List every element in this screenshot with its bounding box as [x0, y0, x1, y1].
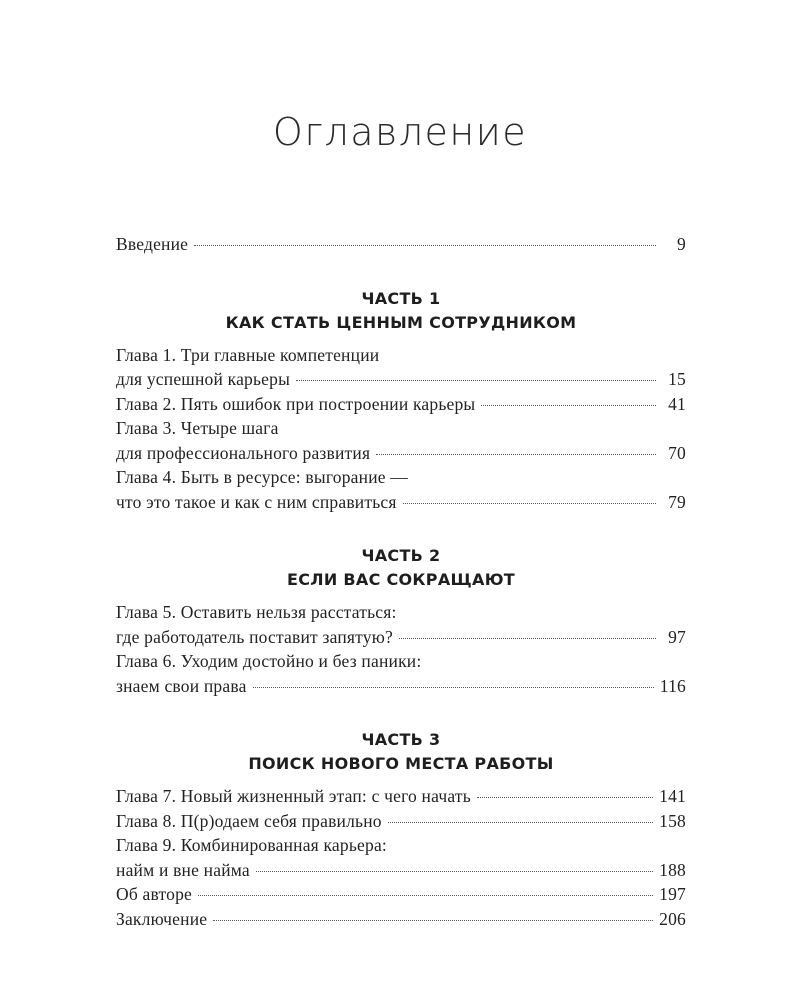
chapter-title-line: Глава 9. Комбинированная карьера:	[116, 835, 387, 855]
dot-leader	[253, 687, 654, 688]
chapter-title-line: Глава 6. Уходим достойно и без паники:	[116, 651, 422, 671]
page-number: 197	[659, 884, 686, 904]
toc-entry-conclusion	[116, 907, 686, 932]
page-number: 116	[659, 675, 686, 696]
chapter-title-line: знаем свои права	[116, 675, 247, 696]
toc-entry-about-author	[116, 882, 686, 907]
chapter-title-line: Глава 8. П(р)одаем себя правильно	[116, 810, 382, 831]
part-title: ЕСЛИ ВАС СОКРАЩАЮТ	[286, 570, 516, 589]
dot-leader	[403, 503, 656, 504]
page-number: 141	[659, 786, 686, 806]
chapter-title-line: Глава 7. Новый жизненный этап: с чего начать	[116, 786, 471, 806]
page-number: 70	[668, 442, 686, 463]
dot-leader	[477, 797, 653, 798]
toc-entry-chapter-4	[116, 465, 686, 514]
dot-leader	[198, 895, 653, 896]
chapter-title-line: где работодатель поставит запятую?	[116, 626, 393, 647]
page-number: 15	[668, 369, 686, 389]
part-label: ЧАСТЬ 2	[361, 546, 441, 565]
part-label: ЧАСТЬ 1	[361, 288, 441, 308]
toc-entry-chapter-1	[116, 343, 686, 392]
chapter-title-line: Глава 1. Три главные компетенции	[116, 344, 380, 365]
dot-leader	[481, 405, 656, 406]
table-of-contents	[116, 232, 686, 931]
part-heading	[116, 728, 686, 776]
chapter-title-line: что это такое и как с ним справиться	[116, 491, 397, 512]
toc-entry-intro	[116, 232, 686, 257]
part-label: ЧАСТЬ 3	[361, 730, 441, 749]
page-number: 97	[668, 626, 686, 647]
chapter-title-line: Глава 2. Пять ошибок при построении карьеры	[116, 393, 476, 414]
page-number: 79	[668, 491, 686, 512]
dot-leader	[256, 871, 653, 872]
chapter-title-line: Глава 3. Четыре шага	[116, 418, 279, 438]
toc-entry-chapter-7	[116, 784, 686, 809]
toc-title: Оглавление	[272, 110, 528, 154]
page-number: 188	[659, 859, 686, 880]
toc-entry-title: Заключение	[116, 908, 208, 929]
part-title: КАК СТАТЬ ЦЕННЫМ СОТРУДНИКОМ	[225, 312, 577, 332]
part-heading	[116, 544, 686, 592]
part-heading	[116, 287, 686, 335]
dot-leader	[194, 245, 656, 246]
chapter-title-line: Глава 5. Оставить нельзя расстаться:	[116, 602, 397, 622]
dot-leader	[376, 454, 656, 455]
page-number: 41	[668, 393, 686, 414]
toc-entry-chapter-3	[116, 416, 686, 465]
chapter-title-line: Глава 4. Быть в ресурсе: выгорание —	[116, 467, 409, 487]
toc-entry-chapter-5	[116, 600, 686, 649]
dot-leader	[213, 920, 653, 921]
toc-entry-chapter-2	[116, 392, 686, 417]
dot-leader	[399, 638, 656, 639]
toc-entry-chapter-8	[116, 809, 686, 834]
toc-entry-title: Об авторе	[116, 884, 192, 904]
chapter-title-line: для профессионального развития	[116, 442, 371, 463]
chapter-title-line: найм и вне найма	[116, 859, 250, 880]
toc-entry-title: Введение	[116, 234, 189, 254]
page-number: 158	[659, 810, 686, 831]
toc-entry-chapter-9	[116, 833, 686, 882]
dot-leader	[388, 822, 653, 823]
chapter-title-line: для успешной карьеры	[116, 369, 291, 389]
dot-leader	[296, 380, 656, 381]
page-number: 206	[659, 908, 686, 929]
part-title: ПОИСК НОВОГО МЕСТА РАБОТЫ	[248, 754, 554, 773]
page-number: 9	[677, 234, 686, 254]
toc-entry-chapter-6	[116, 649, 686, 698]
